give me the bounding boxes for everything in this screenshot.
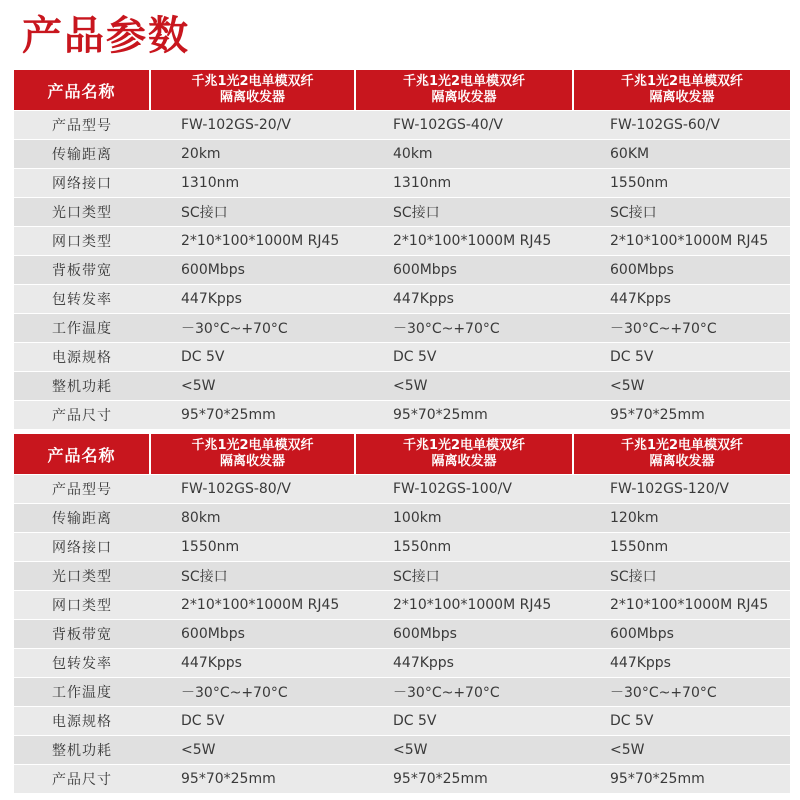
spec-value-cell: 447Kpps <box>573 649 790 678</box>
row-label: 电源规格 <box>14 707 150 736</box>
product-name-line2: 隔离收发器 <box>219 454 285 469</box>
spec-value-cell: 100km <box>355 504 573 533</box>
row-label: 网络接口 <box>14 533 150 562</box>
product-name-line2: 隔离收发器 <box>649 90 715 105</box>
row-label: 光口类型 <box>14 198 150 227</box>
header-label: 产品名称 <box>14 434 150 475</box>
spec-value-cell: 600Mbps <box>150 620 355 649</box>
page-title: 产品参数 <box>22 13 190 59</box>
spec-value-cell: FW-102GS-100/V <box>355 475 573 504</box>
spec-value-cell: 600Mbps <box>573 256 790 285</box>
table-row <box>14 736 790 765</box>
spec-value-cell: 600Mbps <box>150 256 355 285</box>
spec-value-cell: 95*70*25mm <box>150 765 355 794</box>
spec-value-cell: 2*10*100*1000M RJ45 <box>573 227 790 256</box>
product-name-line2: 隔离收发器 <box>649 454 715 469</box>
table-row <box>14 620 790 649</box>
row-label: 包转发率 <box>14 649 150 678</box>
spec-value-cell: 2*10*100*1000M RJ45 <box>150 591 355 620</box>
header-label: 产品名称 <box>14 70 150 111</box>
product-name-header <box>355 70 573 111</box>
product-name-line1: 千兆1光2电单模双纤 <box>402 438 526 453</box>
spec-value-cell: DC 5V <box>355 343 573 372</box>
table-row <box>14 314 790 343</box>
spec-value-cell: SC接口 <box>150 562 355 591</box>
row-label: 网络接口 <box>14 169 150 198</box>
table-header-row <box>14 70 790 111</box>
spec-value-cell: 120km <box>573 504 790 533</box>
table-row <box>14 401 790 430</box>
spec-value-cell: <5W <box>355 736 573 765</box>
spec-value-cell: SC接口 <box>150 198 355 227</box>
row-label: 网口类型 <box>14 591 150 620</box>
spec-value-cell: <5W <box>355 372 573 401</box>
table-row <box>14 140 790 169</box>
row-label: 工作温度 <box>14 314 150 343</box>
table-row <box>14 678 790 707</box>
spec-value-cell: 600Mbps <box>355 620 573 649</box>
spec-value-cell: DC 5V <box>355 707 573 736</box>
table-row <box>14 285 790 314</box>
row-label: 传输距离 <box>14 504 150 533</box>
spec-value-cell: －30°C~+70°C <box>573 314 790 343</box>
spec-value-cell: DC 5V <box>150 343 355 372</box>
table-row <box>14 649 790 678</box>
spec-value-cell: <5W <box>150 372 355 401</box>
row-label: 整机功耗 <box>14 736 150 765</box>
spec-value-cell: <5W <box>573 372 790 401</box>
spec-value-cell: 600Mbps <box>573 620 790 649</box>
table-row <box>14 111 790 140</box>
spec-value-cell: －30°C~+70°C <box>355 678 573 707</box>
spec-value-cell: 1550nm <box>573 169 790 198</box>
spec-table-1 <box>14 70 790 429</box>
table-row <box>14 562 790 591</box>
spec-value-cell: 20km <box>150 140 355 169</box>
table-row <box>14 533 790 562</box>
product-name-line1: 千兆1光2电单模双纤 <box>620 74 744 89</box>
spec-value-cell: 80km <box>150 504 355 533</box>
row-label: 背板带宽 <box>14 620 150 649</box>
spec-value-cell: <5W <box>573 736 790 765</box>
table-row <box>14 343 790 372</box>
spec-value-cell: FW-102GS-40/V <box>355 111 573 140</box>
spec-value-cell: 2*10*100*1000M RJ45 <box>150 227 355 256</box>
product-name-header <box>150 434 355 475</box>
spec-value-cell: 1550nm <box>150 533 355 562</box>
product-name-line1: 千兆1光2电单模双纤 <box>620 438 744 453</box>
spec-value-cell: －30°C~+70°C <box>150 678 355 707</box>
spec-value-cell: －30°C~+70°C <box>355 314 573 343</box>
table-row <box>14 372 790 401</box>
table-row <box>14 169 790 198</box>
table-row <box>14 227 790 256</box>
product-name-line2: 隔离收发器 <box>431 454 497 469</box>
spec-value-cell: 95*70*25mm <box>573 401 790 430</box>
product-name-header <box>150 70 355 111</box>
spec-value-cell: 447Kpps <box>355 649 573 678</box>
table-row <box>14 707 790 736</box>
spec-value-cell: DC 5V <box>573 707 790 736</box>
row-label: 整机功耗 <box>14 372 150 401</box>
spec-value-cell: 95*70*25mm <box>150 401 355 430</box>
spec-value-cell: SC接口 <box>573 198 790 227</box>
spec-value-cell: FW-102GS-60/V <box>573 111 790 140</box>
table-row <box>14 591 790 620</box>
spec-value-cell: SC接口 <box>355 562 573 591</box>
row-label: 产品型号 <box>14 475 150 504</box>
row-label: 产品尺寸 <box>14 765 150 794</box>
product-name-line1: 千兆1光2电单模双纤 <box>402 74 526 89</box>
product-name-header <box>355 434 573 475</box>
spec-value-cell: 1310nm <box>355 169 573 198</box>
row-label: 电源规格 <box>14 343 150 372</box>
product-name-header <box>573 70 790 111</box>
spec-value-cell: 95*70*25mm <box>573 765 790 794</box>
spec-value-cell: 1550nm <box>573 533 790 562</box>
spec-value-cell: 2*10*100*1000M RJ45 <box>573 591 790 620</box>
row-label: 网口类型 <box>14 227 150 256</box>
row-label: 产品型号 <box>14 111 150 140</box>
spec-value-cell: FW-102GS-80/V <box>150 475 355 504</box>
product-name-line2: 隔离收发器 <box>431 90 497 105</box>
product-name-line2: 隔离收发器 <box>219 90 285 105</box>
row-label: 光口类型 <box>14 562 150 591</box>
row-label: 工作温度 <box>14 678 150 707</box>
spec-value-cell: FW-102GS-120/V <box>573 475 790 504</box>
spec-table-2 <box>14 434 790 793</box>
spec-value-cell: 447Kpps <box>573 285 790 314</box>
table-row <box>14 504 790 533</box>
row-label: 背板带宽 <box>14 256 150 285</box>
spec-value-cell: 40km <box>355 140 573 169</box>
spec-value-cell: SC接口 <box>355 198 573 227</box>
spec-value-cell: 95*70*25mm <box>355 401 573 430</box>
spec-value-cell: <5W <box>150 736 355 765</box>
spec-value-cell: 2*10*100*1000M RJ45 <box>355 591 573 620</box>
product-name-line1: 千兆1光2电单模双纤 <box>191 438 314 453</box>
table-header-row <box>14 434 790 475</box>
product-name-line1: 千兆1光2电单模双纤 <box>191 74 314 89</box>
product-name-header <box>573 434 790 475</box>
spec-value-cell: 2*10*100*1000M RJ45 <box>355 227 573 256</box>
table-row <box>14 256 790 285</box>
spec-value-cell: DC 5V <box>573 343 790 372</box>
spec-value-cell: 447Kpps <box>355 285 573 314</box>
spec-value-cell: 600Mbps <box>355 256 573 285</box>
spec-value-cell: －30°C~+70°C <box>573 678 790 707</box>
row-label: 产品尺寸 <box>14 401 150 430</box>
spec-value-cell: －30°C~+70°C <box>150 314 355 343</box>
row-label: 传输距离 <box>14 140 150 169</box>
spec-value-cell: 95*70*25mm <box>355 765 573 794</box>
spec-value-cell: DC 5V <box>150 707 355 736</box>
spec-value-cell: 1310nm <box>150 169 355 198</box>
spec-value-cell: FW-102GS-20/V <box>150 111 355 140</box>
row-label: 包转发率 <box>14 285 150 314</box>
spec-value-cell: SC接口 <box>573 562 790 591</box>
table-row <box>14 475 790 504</box>
table-row <box>14 765 790 794</box>
spec-value-cell: 447Kpps <box>150 285 355 314</box>
spec-value-cell: 60KM <box>573 140 790 169</box>
spec-value-cell: 447Kpps <box>150 649 355 678</box>
spec-value-cell: 1550nm <box>355 533 573 562</box>
table-row <box>14 198 790 227</box>
